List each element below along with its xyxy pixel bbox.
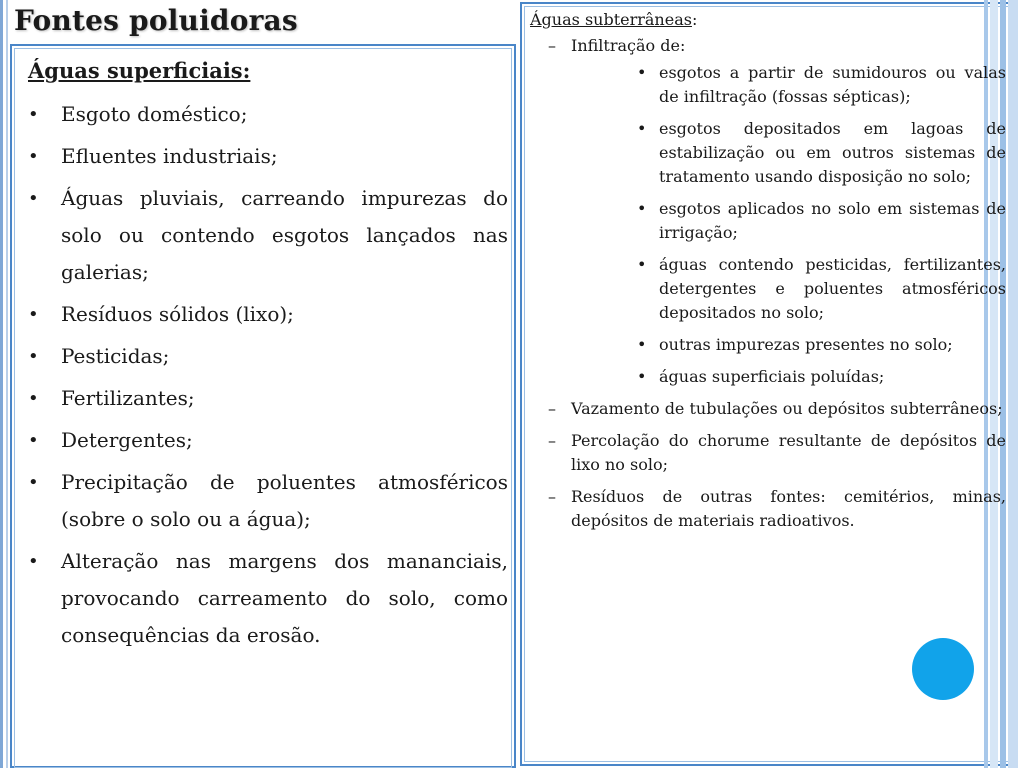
list-item (28, 296, 508, 333)
surface-water-list (28, 96, 508, 654)
bullet-icon: • (28, 472, 39, 493)
list-item (530, 485, 1006, 533)
list-item-text: esgotos a partir de sumidouros ou valas de infiltração (fossas sépticas); (659, 63, 1006, 106)
groundwater-heading (530, 8, 1006, 32)
list-item (637, 365, 1006, 389)
list-item (28, 338, 508, 375)
other-sources-list (530, 397, 1006, 533)
slide-title: Fontes poluidoras (14, 4, 298, 37)
bullet-icon: • (637, 367, 647, 386)
bullet-icon: • (637, 255, 647, 274)
decorative-stripe (1008, 0, 1018, 768)
groundwater-heading-text: Águas subterrâneas (530, 10, 692, 29)
list-item (637, 197, 1006, 245)
list-item-text: Precipitação de poluentes atmosféricos (sobre o solo ou a água); (61, 470, 508, 531)
bullet-icon: • (28, 430, 39, 451)
left-edge-stripe-light (6, 0, 8, 768)
list-item (28, 543, 508, 654)
list-item (28, 422, 508, 459)
list-item (637, 333, 1006, 357)
dash-icon: – (548, 36, 556, 55)
infiltration-item (530, 34, 1006, 58)
list-item-text: esgotos depositados em lagoas de estabilização ou em outros sistemas de tratamento usando disposição no solo; (659, 119, 1006, 186)
list-item-text: Percolação do chorume resultante de depósitos de lixo no solo; (571, 431, 1006, 474)
infiltration-list (530, 61, 1006, 389)
list-item-text: Detergentes; (61, 428, 193, 452)
list-item (28, 180, 508, 291)
decorative-circle (912, 638, 974, 700)
bullet-icon: • (28, 188, 39, 209)
list-item (530, 397, 1006, 421)
list-item-text: Efluentes industriais; (61, 144, 278, 168)
bullet-icon: • (28, 146, 39, 167)
bullet-icon: • (637, 199, 647, 218)
list-item-text: águas contendo pesticidas, fertilizantes, detergentes e poluentes atmosféricos depositados no solo; (659, 255, 1006, 322)
groundwater-heading-colon: : (691, 10, 698, 29)
bullet-icon: • (28, 551, 39, 572)
list-item-text: Fertilizantes; (61, 386, 195, 410)
list-item-text: Alteração nas margens dos mananciais, provocando carreamento do solo, como consequências da erosão. (61, 549, 508, 647)
right-panel-content (530, 8, 1006, 541)
list-item (637, 253, 1006, 325)
bullet-icon: • (637, 63, 647, 82)
bullet-icon: • (28, 346, 39, 367)
list-item (530, 429, 1006, 477)
list-item (28, 96, 508, 133)
dash-icon: – (548, 487, 556, 506)
list-item-text: Resíduos de outras fontes: cemitérios, minas, depósitos de materiais radioativos. (571, 487, 1006, 530)
bullet-icon: • (28, 304, 39, 325)
list-item-text: Vazamento de tubulações ou depósitos subterrâneos; (571, 399, 1003, 418)
left-panel-content (28, 56, 508, 659)
bullet-icon: • (28, 388, 39, 409)
list-item-text: Esgoto doméstico; (61, 102, 248, 126)
surface-water-heading: Águas superficiais: (28, 58, 251, 83)
list-item-text: esgotos aplicados no solo em sistemas de irrigação; (659, 199, 1006, 242)
list-item (637, 61, 1006, 109)
list-item (28, 380, 508, 417)
list-item-text: Resíduos sólidos (lixo); (61, 302, 294, 326)
list-item-text: outras impurezas presentes no solo; (659, 335, 953, 354)
list-item-text: águas superficiais poluídas; (659, 367, 885, 386)
bullet-icon: • (28, 104, 39, 125)
dash-icon: – (548, 399, 556, 418)
list-item (28, 138, 508, 175)
dash-icon: – (548, 431, 556, 450)
list-item-text: Águas pluviais, carreando impurezas do solo ou contendo esgotos lançados nas galerias; (61, 186, 508, 284)
infiltration-label: Infiltração de: (571, 36, 686, 55)
left-edge-stripe (0, 0, 3, 768)
bullet-icon: • (637, 335, 647, 354)
list-item (28, 464, 508, 538)
list-item (637, 117, 1006, 189)
list-item-text: Pesticidas; (61, 344, 170, 368)
bullet-icon: • (637, 119, 647, 138)
